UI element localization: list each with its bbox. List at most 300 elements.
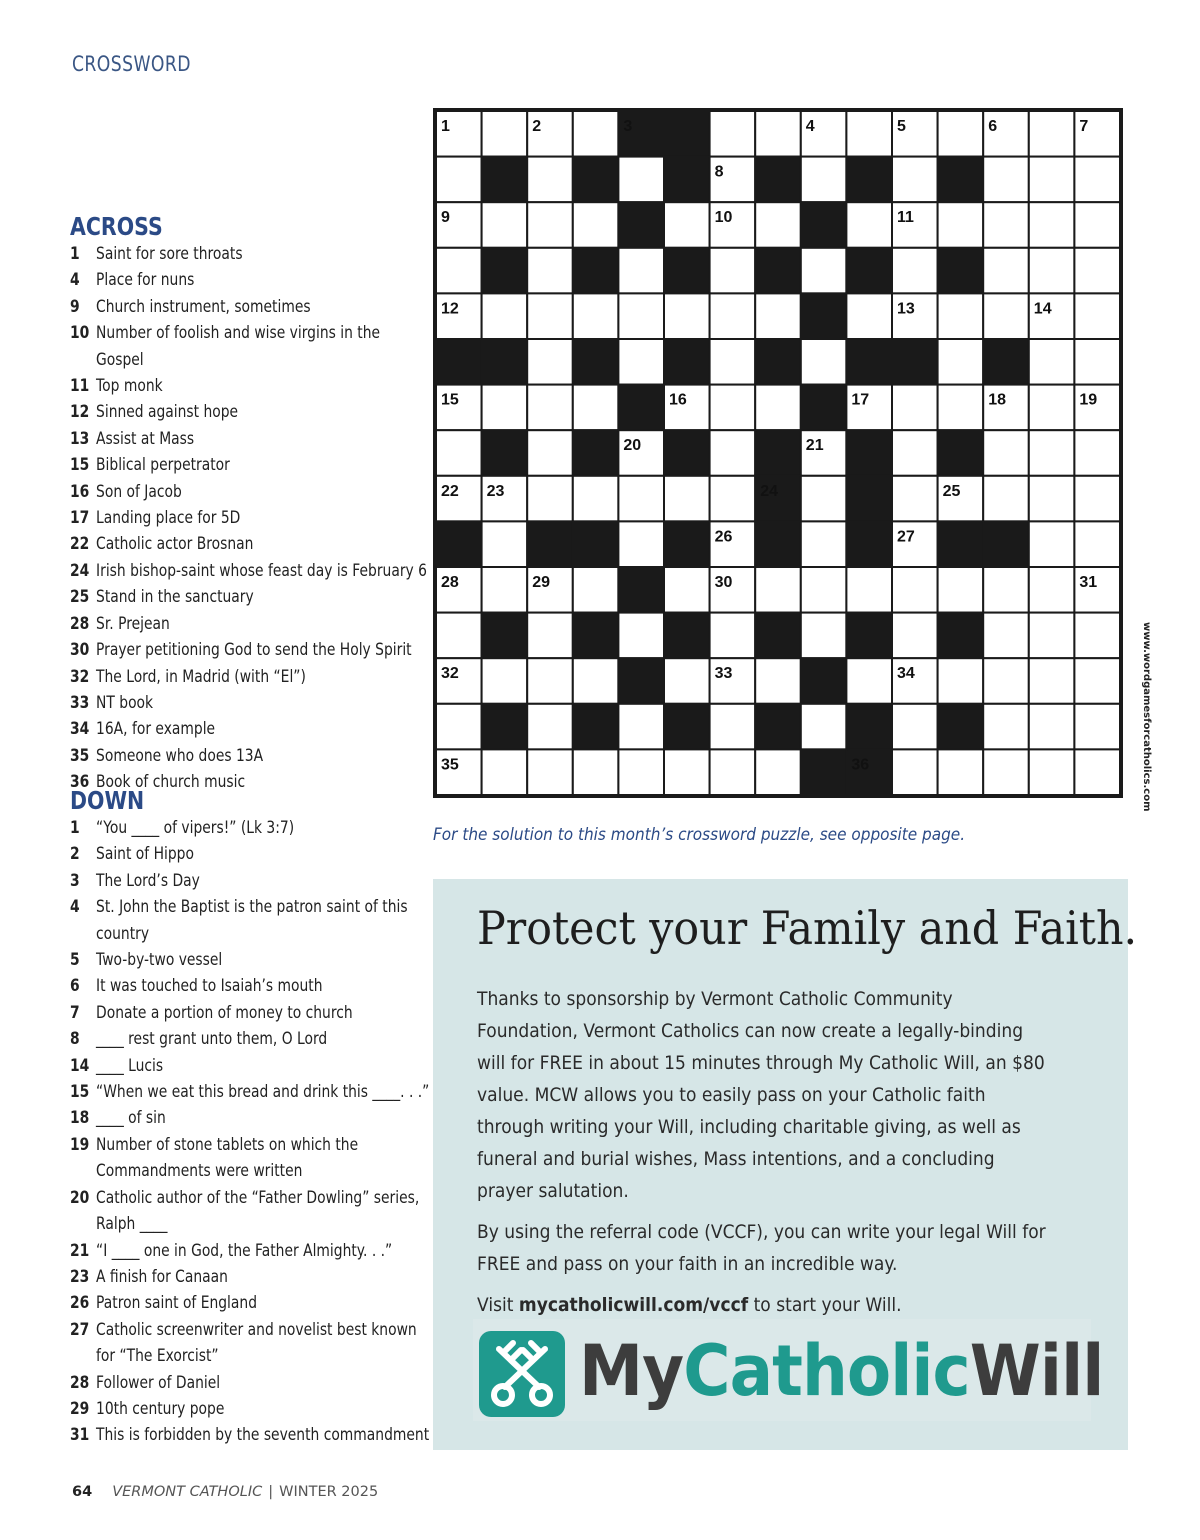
across-clue (70, 294, 431, 320)
grid-clue-number: 25 (942, 482, 961, 500)
grid-cell[interactable] (527, 658, 573, 704)
across-clue-text: Someone who does 13A (96, 745, 264, 765)
grid-cell[interactable] (618, 749, 664, 795)
grid-block (573, 157, 619, 203)
grid-cell[interactable] (710, 749, 756, 795)
grid-cell[interactable] (710, 293, 756, 339)
grid-cell[interactable] (846, 111, 892, 157)
grid-cell[interactable] (664, 658, 710, 704)
grid-cell[interactable] (755, 293, 801, 339)
down-list (70, 815, 430, 1449)
grid-cell[interactable] (755, 567, 801, 613)
down-clue-number: 19 (70, 1134, 90, 1154)
grid-block (573, 430, 619, 476)
grid-cell[interactable] (1074, 339, 1120, 385)
grid-cell[interactable] (938, 658, 984, 704)
grid-clue-number: 7 (1079, 118, 1089, 135)
down-clue-number: 7 (70, 1002, 80, 1022)
grid-block (801, 385, 847, 431)
grid-cell[interactable] (846, 658, 892, 704)
grid-cell[interactable] (1029, 567, 1075, 613)
page-number: 64 (72, 1484, 93, 1500)
grid-cell[interactable] (983, 749, 1029, 795)
across-clue-text: Church instrument, sometimes (96, 296, 311, 316)
grid-cell[interactable] (618, 521, 664, 567)
grid-cell[interactable] (892, 567, 938, 613)
down-clue-number: 5 (70, 950, 80, 970)
grid-block (755, 521, 801, 567)
across-clue-number: 28 (70, 613, 90, 633)
grid-cell[interactable] (710, 385, 756, 431)
grid-cell[interactable] (482, 749, 528, 795)
grid-clue-number: 18 (988, 391, 1006, 409)
grid-cell[interactable] (755, 385, 801, 431)
across-clue-text: Catholic actor Brosnan (96, 534, 254, 554)
down-clue (70, 1185, 431, 1238)
down-clue (70, 1317, 431, 1370)
across-clue-number: 24 (70, 560, 90, 580)
grid-cell[interactable] (710, 704, 756, 750)
grid-clue-number: 23 (486, 482, 505, 500)
grid-cell[interactable] (710, 248, 756, 294)
grid-block (938, 613, 984, 659)
grid-block (664, 613, 710, 659)
grid-cell[interactable] (1074, 248, 1120, 294)
grid-cell[interactable] (892, 430, 938, 476)
grid-cell[interactable] (527, 293, 573, 339)
grid-cell[interactable] (938, 567, 984, 613)
grid-cell[interactable] (983, 567, 1029, 613)
grid-cell[interactable] (892, 476, 938, 522)
grid-cell[interactable] (1029, 658, 1075, 704)
grid-clue-number: 11 (897, 209, 914, 227)
grid-cell[interactable] (983, 476, 1029, 522)
grid-cell[interactable] (983, 248, 1029, 294)
grid-block (755, 339, 801, 385)
section-label: CROSSWORD (72, 52, 191, 76)
across-clue-text: Prayer petitioning God to send the Holy Spirit (96, 640, 412, 660)
grid-cell[interactable] (801, 157, 847, 203)
grid-cell[interactable] (573, 111, 619, 157)
grid-cell[interactable] (482, 202, 528, 248)
grid-cell[interactable] (801, 704, 847, 750)
down-clue-number: 28 (70, 1372, 90, 1392)
grid-cell[interactable] (1074, 704, 1120, 750)
grid-cell[interactable] (1029, 385, 1075, 431)
grid-cell[interactable] (1074, 749, 1120, 795)
grid-clue-number: 12 (441, 300, 459, 318)
across-clue-number: 32 (70, 666, 90, 686)
across-clue-text: The Lord, in Madrid (with “El”) (96, 666, 306, 686)
grid-block (846, 704, 892, 750)
solution-note: For the solution to this month’s crossword puzzle, see opposite page. (433, 825, 966, 845)
grid-block (573, 339, 619, 385)
across-clue-number: 16 (70, 481, 90, 501)
grid-block (482, 430, 528, 476)
grid-block (938, 430, 984, 476)
down-clue-text: ____ rest grant unto them, O Lord (96, 1029, 328, 1049)
across-clue-number: 1 (70, 244, 80, 263)
down-clue-text: “You ____ of vipers!” (Lk 3:7) (96, 818, 295, 837)
down-clue-text: Patron saint of England (96, 1293, 257, 1313)
grid-block (755, 613, 801, 659)
down-clue-number: 6 (70, 976, 80, 996)
grid-cell[interactable] (436, 430, 482, 476)
grid-cell[interactable] (755, 749, 801, 795)
grid-cell[interactable] (1029, 202, 1075, 248)
grid-block (482, 613, 528, 659)
grid-block (801, 202, 847, 248)
across-clue-number: 4 (70, 270, 80, 290)
down-clue (70, 1264, 431, 1290)
down-clue-text: Follower of Daniel (96, 1372, 221, 1392)
grid-cell[interactable] (1074, 613, 1120, 659)
across-clue-number: 9 (70, 296, 80, 316)
grid-cell[interactable] (846, 567, 892, 613)
grid-block (801, 658, 847, 704)
across-clue-number: 13 (70, 428, 90, 448)
grid-block (801, 293, 847, 339)
grid-cell[interactable] (755, 111, 801, 157)
crossed-keys-icon (479, 1331, 565, 1417)
across-clue-number: 10 (70, 323, 90, 343)
down-clue-number: 26 (70, 1293, 90, 1313)
down-heading: DOWN (70, 786, 145, 815)
grid-clue-number: 13 (897, 300, 915, 318)
down-clue (70, 1370, 431, 1396)
crossword-grid-svg[interactable] (436, 111, 1120, 795)
grid-cell[interactable] (482, 567, 528, 613)
down-clue-text: Catholic screenwriter and novelist best known for “The Exorcist” (96, 1319, 417, 1366)
down-clue-number: 18 (70, 1108, 90, 1128)
down-clues (70, 786, 430, 1449)
grid-cell[interactable] (710, 476, 756, 522)
grid-cell[interactable] (983, 202, 1029, 248)
down-clue (70, 1000, 431, 1026)
grid-clue-number: 21 (805, 437, 824, 455)
down-clue-text: Number of stone tablets on which the Commandments were written (96, 1134, 359, 1181)
down-clue (70, 1053, 431, 1079)
down-clue (70, 973, 431, 999)
grid-cell[interactable] (710, 430, 756, 476)
grid-cell[interactable] (573, 567, 619, 613)
grid-cell[interactable] (664, 567, 710, 613)
grid-block (664, 248, 710, 294)
grid-cell[interactable] (846, 202, 892, 248)
grid-block (938, 248, 984, 294)
grid-cell[interactable] (482, 293, 528, 339)
grid-cell[interactable] (527, 202, 573, 248)
grid-cell[interactable] (938, 111, 984, 157)
down-clue-text: “I ____ one in God, the Father Almighty. . .” (96, 1240, 393, 1260)
down-clue-text: This is forbidden by the seventh commandment (96, 1425, 430, 1445)
down-clue-number: 23 (70, 1266, 90, 1286)
grid-block (436, 339, 482, 385)
down-clue (70, 1026, 431, 1052)
grid-cell[interactable] (1074, 658, 1120, 704)
grid-cell[interactable] (755, 202, 801, 248)
grid-cell[interactable] (983, 157, 1029, 203)
down-clue (70, 841, 431, 867)
across-clue (70, 267, 431, 293)
my-catholic-will-ad (433, 879, 1138, 1450)
down-clue (70, 1422, 431, 1448)
grid-cell[interactable] (664, 293, 710, 339)
down-clue (70, 1238, 431, 1264)
grid-cell[interactable] (1074, 202, 1120, 248)
grid-block (664, 521, 710, 567)
publication-name: VERMONT CATHOLIC (112, 1484, 263, 1500)
grid-cell[interactable] (1029, 704, 1075, 750)
grid-cell[interactable] (618, 476, 664, 522)
down-clue-number: 21 (70, 1240, 90, 1260)
grid-cell[interactable] (1074, 293, 1120, 339)
issue-date: WINTER 2025 (279, 1484, 379, 1500)
grid-clue-number: 33 (714, 665, 733, 683)
across-clue (70, 690, 431, 716)
down-clue-number: 3 (70, 870, 80, 890)
across-clue (70, 664, 431, 690)
across-clue (70, 611, 431, 637)
side-url (1138, 622, 1158, 812)
down-clue-text: 10th century pope (96, 1398, 225, 1418)
across-clue-number: 35 (70, 745, 90, 765)
down-clue (70, 1079, 431, 1105)
grid-cell[interactable] (983, 613, 1029, 659)
wordmark-my: My (579, 1330, 684, 1412)
grid-cell[interactable] (801, 248, 847, 294)
grid-cell[interactable] (846, 293, 892, 339)
grid-cell[interactable] (801, 339, 847, 385)
down-clue (70, 1396, 431, 1422)
grid-cell[interactable] (755, 658, 801, 704)
grid-block (573, 704, 619, 750)
grid-cell[interactable] (527, 430, 573, 476)
across-clue-text: Irish bishop-saint whose feast day is February 6 (96, 560, 427, 580)
grid-cell[interactable] (482, 111, 528, 157)
across-clue-text: Sinned against hope (96, 402, 239, 422)
grid-cell[interactable] (573, 476, 619, 522)
grid-cell[interactable] (938, 749, 984, 795)
grid-cell[interactable] (618, 293, 664, 339)
grid-clue-number: 19 (1079, 391, 1098, 409)
across-clue-text: Saint for sore throats (96, 244, 243, 263)
grid-cell[interactable] (710, 613, 756, 659)
across-clue-text: Son of Jacob (96, 481, 182, 501)
grid-clue-number: 31 (1079, 574, 1098, 591)
across-heading: ACROSS (70, 212, 163, 241)
grid-cell[interactable] (618, 248, 664, 294)
ad-paragraph-3 (477, 1289, 1053, 1321)
grid-cell[interactable] (801, 613, 847, 659)
down-clue (70, 1132, 431, 1185)
grid-cell[interactable] (1029, 476, 1075, 522)
grid-clue-number: 24 (760, 482, 778, 500)
grid-block (892, 339, 938, 385)
down-clue-text: A finish for Canaan (96, 1266, 228, 1286)
grid-block (846, 339, 892, 385)
down-clue-text: ____ of sin (96, 1108, 166, 1128)
grid-cell[interactable] (482, 521, 528, 567)
grid-block (573, 248, 619, 294)
grid-cell[interactable] (892, 613, 938, 659)
wordmark-catholic: Catholic (683, 1330, 970, 1412)
grid-block (755, 157, 801, 203)
grid-cell[interactable] (983, 293, 1029, 339)
across-clue (70, 241, 431, 267)
grid-block (755, 704, 801, 750)
grid-cell[interactable] (482, 658, 528, 704)
grid-clue-number: 36 (851, 756, 870, 774)
grid-block (846, 521, 892, 567)
grid-cell[interactable] (892, 385, 938, 431)
grid-cell[interactable] (710, 111, 756, 157)
grid-clue-number: 8 (714, 163, 724, 181)
grid-cell[interactable] (573, 658, 619, 704)
ad-visit-text: Visit (477, 1294, 519, 1316)
grid-cell[interactable] (1029, 157, 1075, 203)
grid-block (983, 339, 1029, 385)
grid-clue-number: 4 (805, 118, 815, 135)
across-clue-number: 33 (70, 692, 90, 712)
down-clue-text: It was touched to Isaiah’s mouth (96, 976, 323, 996)
grid-cell[interactable] (618, 613, 664, 659)
grid-cell[interactable] (527, 385, 573, 431)
grid-cell[interactable] (618, 157, 664, 203)
across-clue-number: 17 (70, 508, 90, 528)
grid-clue-number: 22 (441, 482, 459, 500)
grid-cell[interactable] (664, 476, 710, 522)
grid-cell[interactable] (938, 339, 984, 385)
ad-body (477, 983, 1053, 1330)
grid-cell[interactable] (573, 749, 619, 795)
grid-cell[interactable] (1029, 613, 1075, 659)
grid-cell[interactable] (664, 749, 710, 795)
grid-cell[interactable] (436, 613, 482, 659)
down-clue-number: 1 (70, 818, 80, 837)
grid-cell[interactable] (573, 202, 619, 248)
grid-cell[interactable] (1029, 430, 1075, 476)
grid-cell[interactable] (1074, 521, 1120, 567)
across-clue (70, 558, 431, 584)
down-clue-text: The Lord’s Day (96, 870, 200, 890)
grid-cell[interactable] (1074, 157, 1120, 203)
across-clue-text: Book of church music (96, 772, 246, 792)
grid-cell[interactable] (892, 248, 938, 294)
grid-cell[interactable] (938, 385, 984, 431)
grid-block (801, 749, 847, 795)
grid-cell[interactable] (983, 658, 1029, 704)
down-clue-text: Saint of Hippo (96, 844, 194, 864)
across-clue-number: 15 (70, 455, 90, 475)
down-clue (70, 815, 431, 841)
grid-cell[interactable] (938, 202, 984, 248)
grid-block (664, 111, 710, 157)
grid-cell[interactable] (527, 248, 573, 294)
grid-cell[interactable] (710, 339, 756, 385)
grid-cell[interactable] (436, 704, 482, 750)
ad-headline: Protect your Family and Faith. (477, 901, 1138, 955)
across-clue (70, 320, 431, 373)
grid-cell[interactable] (527, 339, 573, 385)
grid-cell[interactable] (482, 385, 528, 431)
grid-cell[interactable] (618, 704, 664, 750)
across-clue-number: 11 (70, 376, 90, 396)
grid-cell[interactable] (1029, 339, 1075, 385)
across-clue-text: 16A, for example (96, 719, 216, 739)
grid-clue-number: 35 (441, 756, 459, 774)
grid-cell[interactable] (801, 521, 847, 567)
grid-cell[interactable] (801, 476, 847, 522)
grid-cell[interactable] (573, 293, 619, 339)
grid-block (755, 430, 801, 476)
down-clue-number: 15 (70, 1082, 90, 1102)
grid-cell[interactable] (618, 339, 664, 385)
across-clue-text: Assist at Mass (96, 428, 195, 448)
grid-cell[interactable] (436, 157, 482, 203)
grid-cell[interactable] (1074, 430, 1120, 476)
ad-visit-suffix: to start your Will. (748, 1294, 902, 1316)
grid-cell[interactable] (664, 202, 710, 248)
grid-cell[interactable] (527, 704, 573, 750)
grid-cell[interactable] (983, 430, 1029, 476)
grid-cell[interactable] (527, 613, 573, 659)
grid-cell[interactable] (938, 293, 984, 339)
ad-link[interactable]: mycatholicwill.com/vccf (518, 1294, 749, 1316)
across-list (70, 241, 430, 796)
grid-cell[interactable] (527, 749, 573, 795)
grid-cell[interactable] (527, 157, 573, 203)
across-clue (70, 399, 431, 425)
grid-cell[interactable] (573, 385, 619, 431)
grid-block (938, 157, 984, 203)
grid-cell[interactable] (892, 749, 938, 795)
grid-clue-number: 10 (714, 209, 733, 227)
footer-separator: | (268, 1484, 274, 1500)
grid-clue-number: 15 (441, 391, 459, 409)
grid-clue-number: 14 (1033, 300, 1052, 318)
grid-cell[interactable] (1029, 248, 1075, 294)
page-footer (72, 1484, 378, 1500)
across-clue-text: Sr. Prejean (96, 613, 170, 633)
grid-block (664, 339, 710, 385)
across-clue (70, 452, 431, 478)
grid-block (938, 704, 984, 750)
grid-cell[interactable] (1074, 476, 1120, 522)
across-clue (70, 373, 431, 399)
grid-cell[interactable] (1029, 111, 1075, 157)
ad-paragraph-1: Thanks to sponsorship by Vermont Catholic Community Foundation, Vermont Catholics can now create a legally-binding will for FREE in about 15 minutes through My Catholic Will, an $80 value. MCW allows you to easily pass on your Catholic faith through writing your Will, including charitable giving, as well as funeral and burial wishes, Mass intentions, and a concluding prayer salutation. (477, 988, 1045, 1202)
across-clue-text: Landing place for 5D (96, 508, 241, 528)
grid-cell[interactable] (436, 248, 482, 294)
down-clue-number: 20 (70, 1187, 90, 1207)
grid-cell[interactable] (1029, 749, 1075, 795)
grid-cell[interactable] (1029, 521, 1075, 567)
across-clue-text: Stand in the sanctuary (96, 587, 254, 607)
grid-clue-number: 1 (441, 118, 450, 135)
grid-cell[interactable] (983, 704, 1029, 750)
grid-clue-number: 9 (441, 209, 450, 227)
grid-clue-number: 26 (714, 528, 733, 546)
crossword-grid[interactable] (433, 108, 1123, 798)
grid-cell[interactable] (801, 567, 847, 613)
grid-cell[interactable] (892, 157, 938, 203)
across-clue (70, 505, 431, 531)
grid-block (846, 430, 892, 476)
grid-cell[interactable] (892, 704, 938, 750)
grid-cell[interactable] (527, 476, 573, 522)
grid-clue-number: 6 (988, 118, 998, 135)
